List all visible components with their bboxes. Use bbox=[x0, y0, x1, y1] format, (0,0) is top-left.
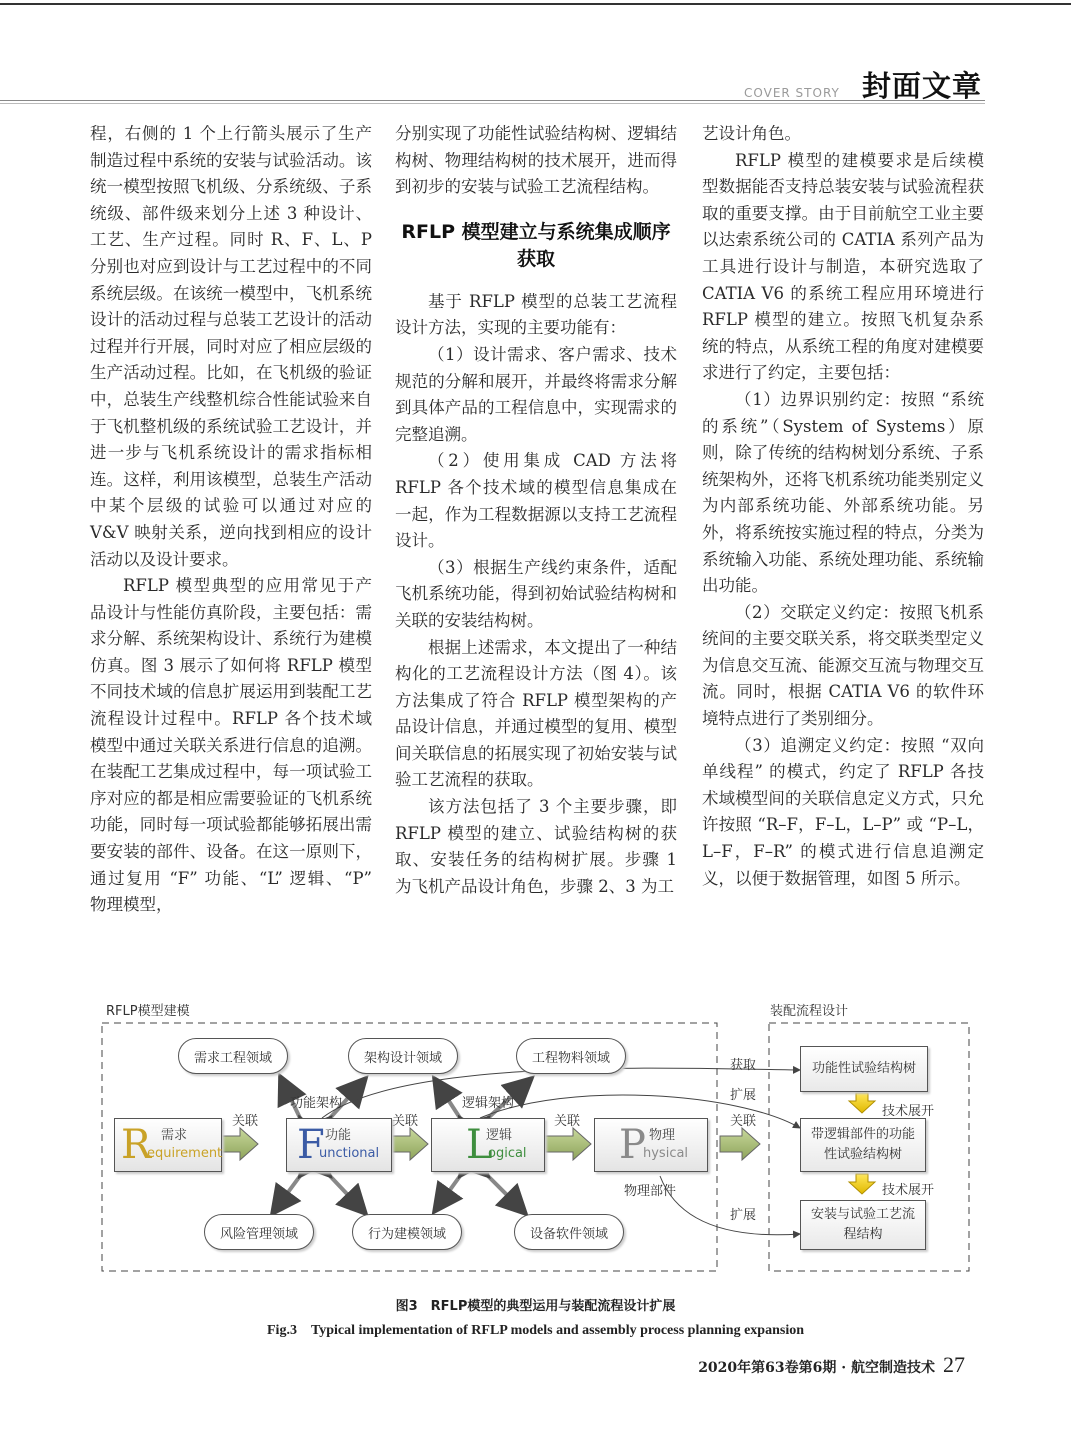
domain-behavior-modeling: 行为建模领域 bbox=[352, 1214, 462, 1250]
top-rule bbox=[0, 3, 1071, 5]
domain-requirements-engineering: 需求工程领域 bbox=[178, 1038, 288, 1074]
physical-parts-label: 物理部件 bbox=[624, 1184, 677, 1199]
domain-architecture-design: 架构设计领域 bbox=[348, 1038, 458, 1074]
model-letter: R bbox=[121, 1122, 152, 1168]
paragraph: 艺设计角色。 bbox=[702, 124, 801, 143]
expand-label: 扩展 bbox=[730, 1208, 757, 1223]
tech-expand-arrow bbox=[849, 1093, 875, 1113]
link-arrow bbox=[390, 1128, 428, 1160]
paragraph: 根据上述需求，本文提出了一种结构化的工艺流程设计方法（图 4）。该方法集成了符合 RFLP 模型架构的产品设计信息，并通过模型的复用、模型间关联信息的拓展实现了初始安装与试验工艺流程的获取。 bbox=[395, 637, 677, 790]
figure-rflp-diagram bbox=[100, 998, 980, 1278]
model-logical-box bbox=[431, 1118, 545, 1172]
functional-test-tree-box: 功能性试验结构树 bbox=[800, 1046, 928, 1092]
model-letter: F bbox=[297, 1122, 325, 1168]
text-column-1 bbox=[90, 121, 372, 919]
header-rule-secondary bbox=[0, 103, 985, 104]
text-column-3 bbox=[702, 121, 984, 892]
model-cn-label: 逻辑 bbox=[486, 1128, 513, 1143]
link-label: 关联 bbox=[554, 1114, 581, 1129]
acquire-label: 获取 bbox=[730, 1058, 757, 1073]
paragraph: 基于 RFLP 模型的总装工艺流程设计方法，实现的主要功能有： bbox=[395, 291, 677, 338]
link-label: 关联 bbox=[232, 1114, 259, 1129]
link-arrow bbox=[545, 1128, 591, 1160]
model-physical-box bbox=[594, 1118, 708, 1172]
assembly-design-title: 装配流程设计 bbox=[770, 1004, 849, 1019]
logical-architecture-label: 逻辑架构 bbox=[462, 1096, 515, 1111]
paragraph: 程，右侧的 1 个上行箭头展示了生产制造过程中系统的安装与试验活动。该统一模型按照飞机级、分系统级、子系统级、部件级来划分上述 3 种设计、工艺、生产过程。同时 R、F、L、P 分别也对应到设计与工艺过程中的不同系统层级。在该统一模型中，飞机系统设计的活动过程与总装工艺设计的活动过程并行开展，同时对应了相应层级的生产活动过程。比如，在飞机级的验证中，总装生产线整机综合性能试验来自于飞机整机级的系统试验工艺设计，并进一步与飞机系统设计的需求指标相连。这样，利用该模型，总装生产活动中某个层级的试验可以通过对应的 V&V 映射关系，逆向找到相应的设计活动以及设计要求。 bbox=[90, 124, 372, 569]
model-letter: L bbox=[466, 1122, 493, 1168]
expand-label: 扩展 bbox=[730, 1088, 757, 1103]
paragraph: （1）边界识别约定：按照 “系统的系统”（System of Systems）原则，除了传统的结构树划分系统、子系统架构外，还将飞机系统功能类别定义为内部系统功能、外部系统功能。另外，将系统按实施过程的特点，分类为系统输入功能、系统处理功能、系统输出功能。 bbox=[702, 389, 984, 596]
page-number: 27 bbox=[943, 1352, 965, 1377]
link-arrow bbox=[220, 1128, 258, 1160]
tech-expand-label: 技术展开 bbox=[882, 1183, 935, 1198]
model-en-label: equirement bbox=[147, 1146, 223, 1161]
paragraph: RFLP 模型典型的应用常见于产品设计与性能仿真阶段，主要包括：需求分解、系统架构设计、系统行为建模仿真。图 3 展示了如何将 RFLP 模型不同技术域的信息扩展运用到装配工艺流程设计过程中。RFLP 各个技术域模型中通过关联关系进行信息的追溯。在装配工艺集成过程中，每一项试验工序对应的都是相应需要验证的飞机系统功能，同时每一项试验都能够拓展出需要安装的部件、设备。在这一原则下，通过复用 “F” 功能、“L” 逻辑、“P” 物理模型， bbox=[90, 576, 372, 915]
domain-engineering-materials: 工程物料领域 bbox=[516, 1038, 626, 1074]
paragraph: （3）根据生产线约束条件，适配飞机系统功能，得到初始试验结构树和关联的安装结构树。 bbox=[395, 557, 677, 630]
section-heading: RFLP 模型建立与系统集成顺序获取 bbox=[401, 220, 671, 270]
model-en-label: ogical bbox=[488, 1146, 527, 1161]
model-en-label: hysical bbox=[643, 1146, 689, 1161]
paragraph: （2）使用集成 CAD 方法将 RFLP 各个技术域的模型信息集成在一起，作为工程数据源以支持工艺流程设计。 bbox=[395, 451, 677, 551]
paragraph: （1）设计需求、客户需求、技术规范的分解和展开，并最终将需求分解到具体产品的工程信息中，实现需求的完整追溯。 bbox=[395, 344, 677, 444]
logic-functional-test-tree-box: 带逻辑部件的功能性试验结构树 bbox=[800, 1118, 926, 1172]
domain-risk-management: 风险管理领域 bbox=[204, 1214, 314, 1250]
model-cn-label: 物理 bbox=[649, 1128, 676, 1143]
paragraph: 该方法包括了 3 个主要步骤，即 RFLP 模型的建立、试验结构树的获取、安装任务的结构树扩展。步骤 1 为飞机产品设计角色，步骤 2、3 为工 bbox=[395, 797, 677, 896]
model-letter: P bbox=[619, 1122, 646, 1168]
paragraph: 分别实现了功能性试验结构树、逻辑结构树、物理结构树的技术展开，进而得到初步的安装与试验工艺流程结构。 bbox=[395, 124, 677, 197]
tech-expand-arrow bbox=[849, 1174, 875, 1194]
figure-caption-cn: 图3 RFLP模型的典型运用与装配流程设计扩展 bbox=[395, 1299, 676, 1314]
text-column-2 bbox=[395, 121, 677, 900]
link-label: 关联 bbox=[730, 1114, 757, 1129]
cover-story-label: COVER STORY bbox=[744, 86, 840, 100]
link-label: 关联 bbox=[392, 1114, 419, 1129]
journal-info: 2020年第63卷第6期 · 航空制造技术 bbox=[698, 1360, 935, 1376]
link-arrow bbox=[720, 1128, 760, 1160]
model-en-label: unctional bbox=[319, 1146, 380, 1161]
model-functional-box bbox=[286, 1118, 392, 1172]
model-cn-label: 需求 bbox=[161, 1128, 188, 1143]
rflp-modeling-title: RFLP模型建模 bbox=[106, 1004, 190, 1019]
paragraph: RFLP 模型的建模要求是后续模型数据能否支持总装安装与试验流程获取的重要支撑。由于目前航空工业主要以达索系统公司的 CATIA 系列产品为工具进行设计与制造，本研究选取了 CATIA V6 的系统工程应用环境进行 RFLP 模型的建立。按照飞机复杂系统的特点，从系统工程的角度对建模要求进行了约定，主要包括： bbox=[702, 150, 984, 383]
header-rule bbox=[0, 100, 985, 101]
functional-architecture-label: 功能架构 bbox=[290, 1096, 343, 1111]
domain-equipment-software: 设备软件领域 bbox=[514, 1214, 624, 1250]
model-requirement-box bbox=[114, 1118, 222, 1172]
section-title: 封面文章 bbox=[862, 69, 983, 103]
page-footer bbox=[698, 1352, 965, 1378]
model-cn-label: 功能 bbox=[325, 1128, 352, 1143]
paragraph: （3）追溯定义约定：按照 “双向单线程” 的模式，约定了 RFLP 各技术域模型间的关联信息定义方式，只允许按照 “R–F，F–L，L–P” 或 “P–L，L–F，F–R” 的模式进行信息追溯定义，以便于数据管理，如图 5 所示。 bbox=[702, 735, 984, 888]
assembly-test-process-box: 安装与试验工艺流程结构 bbox=[800, 1200, 926, 1250]
figure-caption-en: Fig.3 Typical implementation of RFLP models and assembly process planning expansion bbox=[267, 1323, 804, 1338]
paragraph: （2）交联定义约定：按照飞机系统间的主要交联关系，将交联类型定义为信息交互流、能源交互流与物理交互流。同时，根据 CATIA V6 的软件环境特点进行了类别细分。 bbox=[702, 602, 984, 729]
tech-expand-label: 技术展开 bbox=[882, 1104, 935, 1119]
